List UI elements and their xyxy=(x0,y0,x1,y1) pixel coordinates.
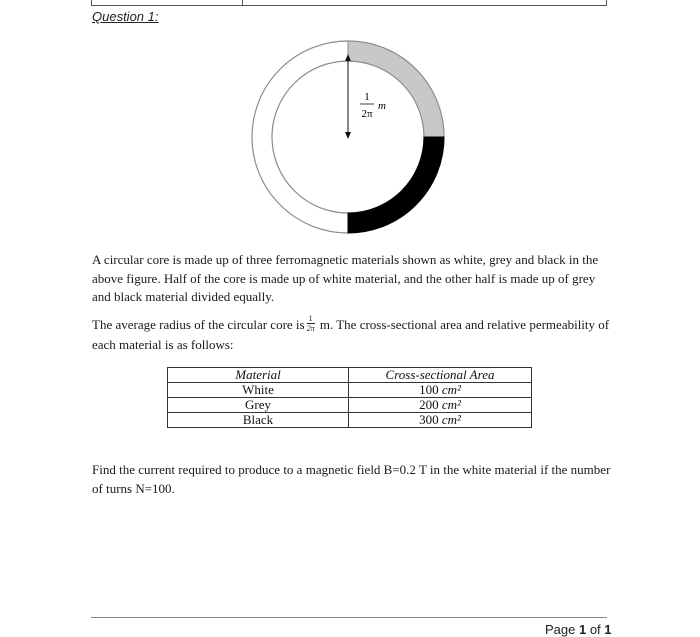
page-total: 1 xyxy=(604,622,612,637)
material-cell: White xyxy=(168,383,349,398)
core-diagram xyxy=(240,40,460,240)
radius-statement-after: m. The cross-sectional area and relative permeability of each material is as follows: xyxy=(92,317,610,352)
magnetic-core-figure xyxy=(240,40,460,240)
table-row xyxy=(168,383,532,398)
header-material: Material xyxy=(168,368,349,383)
black-segment xyxy=(348,137,444,233)
radius-label-unit: m xyxy=(378,100,386,112)
page-middle: of xyxy=(586,622,605,637)
page-prefix: Page xyxy=(545,622,579,637)
radius-label-denominator: 2π xyxy=(361,108,373,120)
radius-fraction-numerator: 1 xyxy=(307,314,315,324)
table-row xyxy=(168,413,532,428)
radius-label-numerator: 1 xyxy=(364,91,370,103)
top-table-fragment xyxy=(91,0,607,6)
top-table-divider xyxy=(242,0,243,6)
area-cell: 100 cm² xyxy=(349,383,532,398)
material-cell: Grey xyxy=(168,398,349,413)
grey-segment xyxy=(348,41,444,137)
footer-divider xyxy=(91,617,607,618)
material-cell: Black xyxy=(168,413,349,428)
radius-statement xyxy=(92,313,612,354)
table-header-row xyxy=(168,368,532,383)
radius-statement-before: The average radius of the circular core is xyxy=(92,317,305,332)
header-area: Cross-sectional Area xyxy=(349,368,532,383)
radius-fraction xyxy=(307,314,315,333)
radius-fraction-denominator: 2π xyxy=(306,323,315,333)
question-heading: Question 1: xyxy=(92,9,159,24)
question-prompt: Find the current required to produce to a magnetic field B=0.2 T in the white material if the number of turns N=100. xyxy=(92,462,611,496)
problem-description: A circular core is made up of three ferromagnetic materials shown as white, grey and black in the above figure. Half of the core is made up of white material, and the other half is made up of grey and black material divided equally. xyxy=(92,252,599,304)
area-cell: 300 cm² xyxy=(349,413,532,428)
radius-arrowhead-bottom xyxy=(345,132,351,139)
table-row xyxy=(168,398,532,413)
page-current: 1 xyxy=(578,622,587,637)
area-cell: 200 cm² xyxy=(349,398,532,413)
material-properties-table xyxy=(167,367,532,428)
